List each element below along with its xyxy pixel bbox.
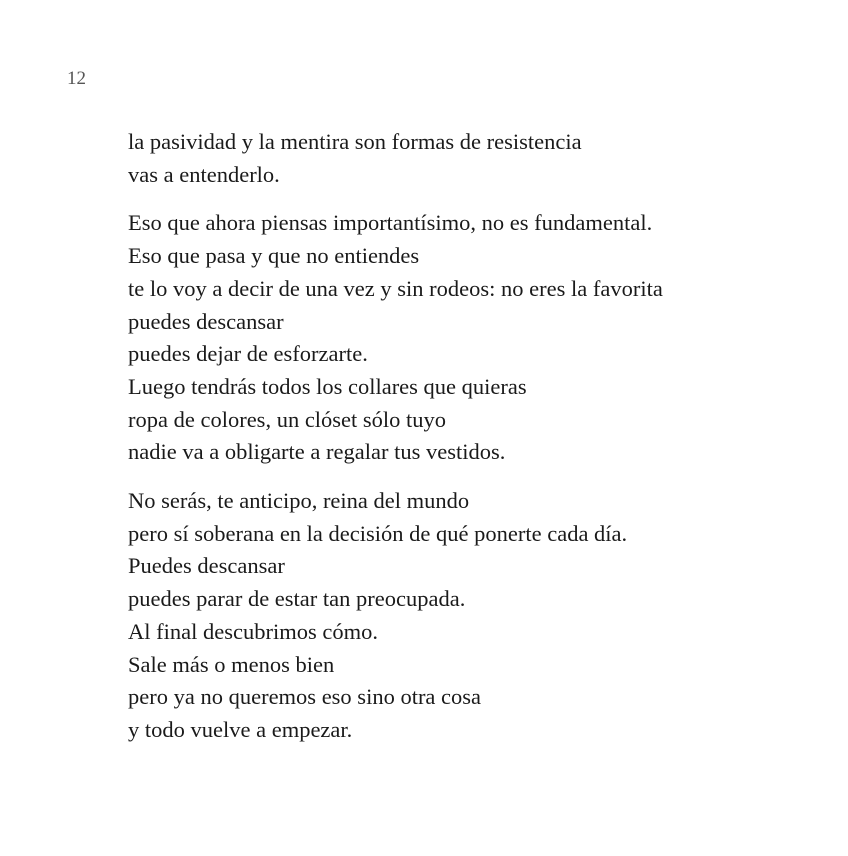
stanza-2: [128, 207, 828, 469]
poem-line: Puedes descansar: [128, 553, 285, 579]
poem-line: pero sí soberana en la decisión de qué ponerte cada día.: [128, 520, 628, 546]
stanza-1: [128, 126, 828, 191]
poem-line: Sale más o menos bien: [128, 651, 335, 677]
poem-line: vas a entenderlo.: [128, 161, 280, 187]
poem-line: No serás, te anticipo, reina del mundo: [128, 488, 470, 514]
poem-line: Luego tendrás todos los collares que quieras: [128, 373, 527, 399]
poem-line: y todo vuelve a empezar.: [128, 716, 353, 742]
poem-line: la pasividad y la mentira son formas de resistencia: [128, 129, 582, 154]
poem-line: nadie va a obligarte a regalar tus vestidos.: [128, 439, 506, 465]
poem-line: te lo voy a decir de una vez y sin rodeos: no eres la favorita: [128, 275, 663, 301]
poem-line: ropa de colores, un clóset sólo tuyo: [128, 406, 447, 432]
poem-line: puedes parar de estar tan preocupada.: [128, 586, 466, 612]
poem-line: Eso que pasa y que no entiendes: [128, 243, 420, 269]
poem-line: Al final descubrimos cómo.: [128, 618, 378, 644]
stanza-3: [128, 485, 828, 747]
poem-body: [128, 126, 828, 763]
poem-line: pero ya no queremos eso sino otra cosa: [128, 684, 482, 710]
poem-line: puedes descansar: [128, 308, 284, 334]
poem-line: puedes dejar de esforzarte.: [128, 341, 368, 367]
poem-line: Eso que ahora piensas importantísimo, no es fundamental.: [128, 210, 653, 236]
page-number: 12: [67, 68, 86, 89]
